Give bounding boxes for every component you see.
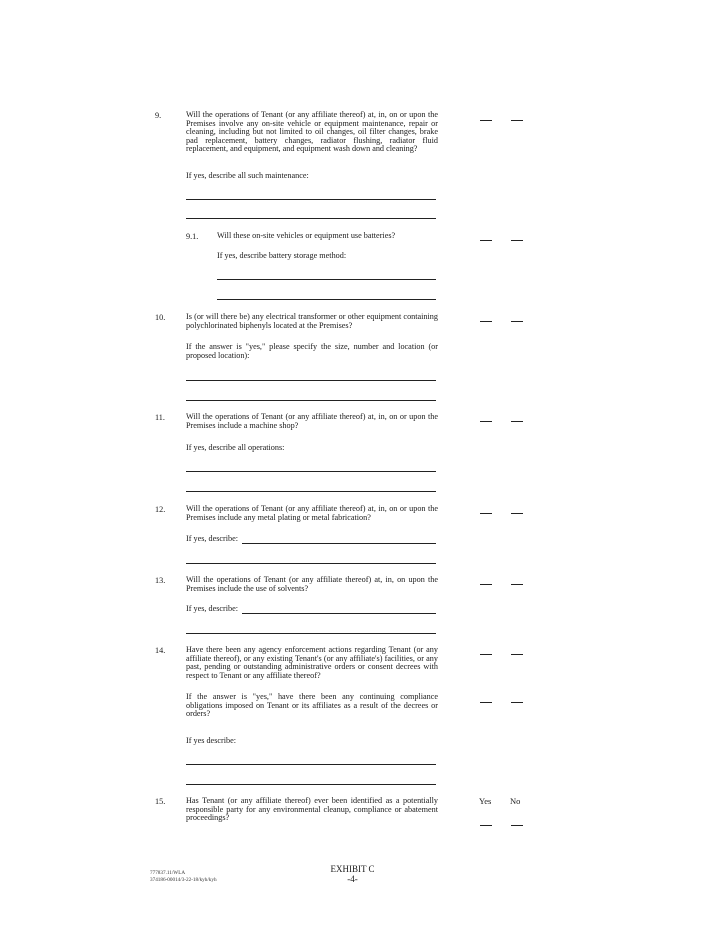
q12-no-blank[interactable] bbox=[511, 513, 523, 514]
question-11-text: Will the operations of Tenant (or any affiliate thereof) at, in, on or upon the Premises include a machine shop? bbox=[186, 412, 438, 430]
yes-column-label: Yes bbox=[479, 796, 492, 806]
q9-1-no-blank[interactable] bbox=[511, 240, 523, 241]
question-12-text: Will the operations of Tenant (or any affiliate thereof) at, in, on or upon the Premises include any metal plating or metal fabrication? bbox=[186, 504, 438, 522]
question-14-text: Have there been any agency enforcement actions regarding Tenant (or any affiliate thereof), or any existing Tenant's (or any affiliate's) facilities, or any past, pending or outstanding administrative orders or consent decrees with respect to Tenant or any affiliate thereof? bbox=[186, 645, 438, 680]
q13-answer-line-1[interactable] bbox=[242, 613, 436, 614]
q9-1-yes-blank[interactable] bbox=[480, 240, 492, 241]
q13-no-blank[interactable] bbox=[511, 584, 523, 585]
q13-yes-blank[interactable] bbox=[480, 584, 492, 585]
footer-doc-ids bbox=[150, 870, 217, 884]
question-15-number: 15. bbox=[155, 797, 166, 806]
question-9-number: 9. bbox=[155, 111, 162, 120]
q9-answer-line-1[interactable] bbox=[186, 199, 436, 200]
question-10-number: 10. bbox=[155, 313, 166, 322]
question-13-followup: If yes, describe: bbox=[186, 604, 239, 613]
q14-yes-blank[interactable] bbox=[480, 654, 492, 655]
q10-no-blank[interactable] bbox=[511, 321, 523, 322]
footer-doc-id-1: 777837.11/WLA bbox=[150, 870, 186, 876]
q14-sub-yes-blank[interactable] bbox=[480, 702, 492, 703]
question-12-followup: If yes, describe: bbox=[186, 534, 239, 543]
q12-answer-line-1[interactable] bbox=[242, 543, 436, 544]
q9-no-blank[interactable] bbox=[511, 120, 523, 121]
no-column-label: No bbox=[510, 796, 521, 806]
q11-answer-line-1[interactable] bbox=[186, 471, 436, 472]
q14-sub-no-blank[interactable] bbox=[511, 702, 523, 703]
question-9-1-followup: If yes, describe battery storage method: bbox=[217, 251, 347, 260]
question-9-1-text: Will these on-site vehicles or equipment use batteries? bbox=[217, 231, 396, 240]
q9-1-answer-line-2[interactable] bbox=[217, 299, 436, 300]
q15-no-blank[interactable] bbox=[511, 825, 523, 826]
q14-answer-line-1[interactable] bbox=[186, 764, 436, 765]
question-11-number: 11. bbox=[155, 413, 165, 422]
question-14-number: 14. bbox=[155, 646, 166, 655]
question-14-sub-text: If the answer is "yes," have there been any continuing compliance obligations imposed on Tenant or its affiliates as a result of the decrees or orders? bbox=[186, 692, 438, 719]
q11-answer-line-2[interactable] bbox=[186, 491, 436, 492]
question-10-followup: If the answer is "yes," please specify the size, number and location (or proposed location): bbox=[186, 342, 438, 360]
q10-answer-line-1[interactable] bbox=[186, 380, 436, 381]
q9-yes-blank[interactable] bbox=[480, 120, 492, 121]
q9-answer-line-2[interactable] bbox=[186, 218, 436, 219]
q11-yes-blank[interactable] bbox=[480, 421, 492, 422]
q14-answer-line-2[interactable] bbox=[186, 784, 436, 785]
question-12-number: 12. bbox=[155, 505, 166, 514]
q11-no-blank[interactable] bbox=[511, 421, 523, 422]
question-14-followup: If yes describe: bbox=[186, 736, 237, 745]
question-9-followup: If yes, describe all such maintenance: bbox=[186, 171, 309, 180]
question-11-followup: If yes, describe all operations: bbox=[186, 443, 285, 452]
question-10-text: Is (or will there be) any electrical transformer or other equipment containing polychlorinated biphenyls located at the Premises? bbox=[186, 312, 438, 330]
question-13-number: 13. bbox=[155, 576, 166, 585]
q12-answer-line-2[interactable] bbox=[186, 563, 436, 564]
q10-yes-blank[interactable] bbox=[480, 321, 492, 322]
q9-1-answer-line-1[interactable] bbox=[217, 279, 436, 280]
question-9-text: Will the operations of Tenant (or any affiliate thereof) at, in, on or upon the Premises involve any on-site vehicle or equipment maintenance, repair or cleaning, including but not limited to oil changes, oil filter changes, brake pad replacement, battery changes, radiator flushing, radiator fluid replacement, and equipment, and equipment wash down and cleaning? bbox=[186, 110, 438, 154]
footer-exhibit bbox=[310, 864, 395, 884]
exhibit-label: EXHIBIT C bbox=[330, 864, 375, 874]
q14-no-blank[interactable] bbox=[511, 654, 523, 655]
page-number: -4- bbox=[347, 874, 358, 884]
question-15-text: Has Tenant (or any affiliate thereof) ever been identified as a potentially responsible party for any environmental cleanup, compliance or abatement proceedings? bbox=[186, 796, 438, 823]
footer-doc-id-2: 374186-00014/3-22-18/kyh/kyh bbox=[150, 877, 217, 883]
q10-answer-line-2[interactable] bbox=[186, 400, 436, 401]
q12-yes-blank[interactable] bbox=[480, 513, 492, 514]
q15-yes-blank[interactable] bbox=[480, 825, 492, 826]
q13-answer-line-2[interactable] bbox=[186, 633, 436, 634]
question-13-text: Will the operations of Tenant (or any affiliate thereof) at, in, on upon the Premises include the use of solvents? bbox=[186, 575, 438, 593]
question-9-1-number: 9.1. bbox=[186, 232, 199, 241]
